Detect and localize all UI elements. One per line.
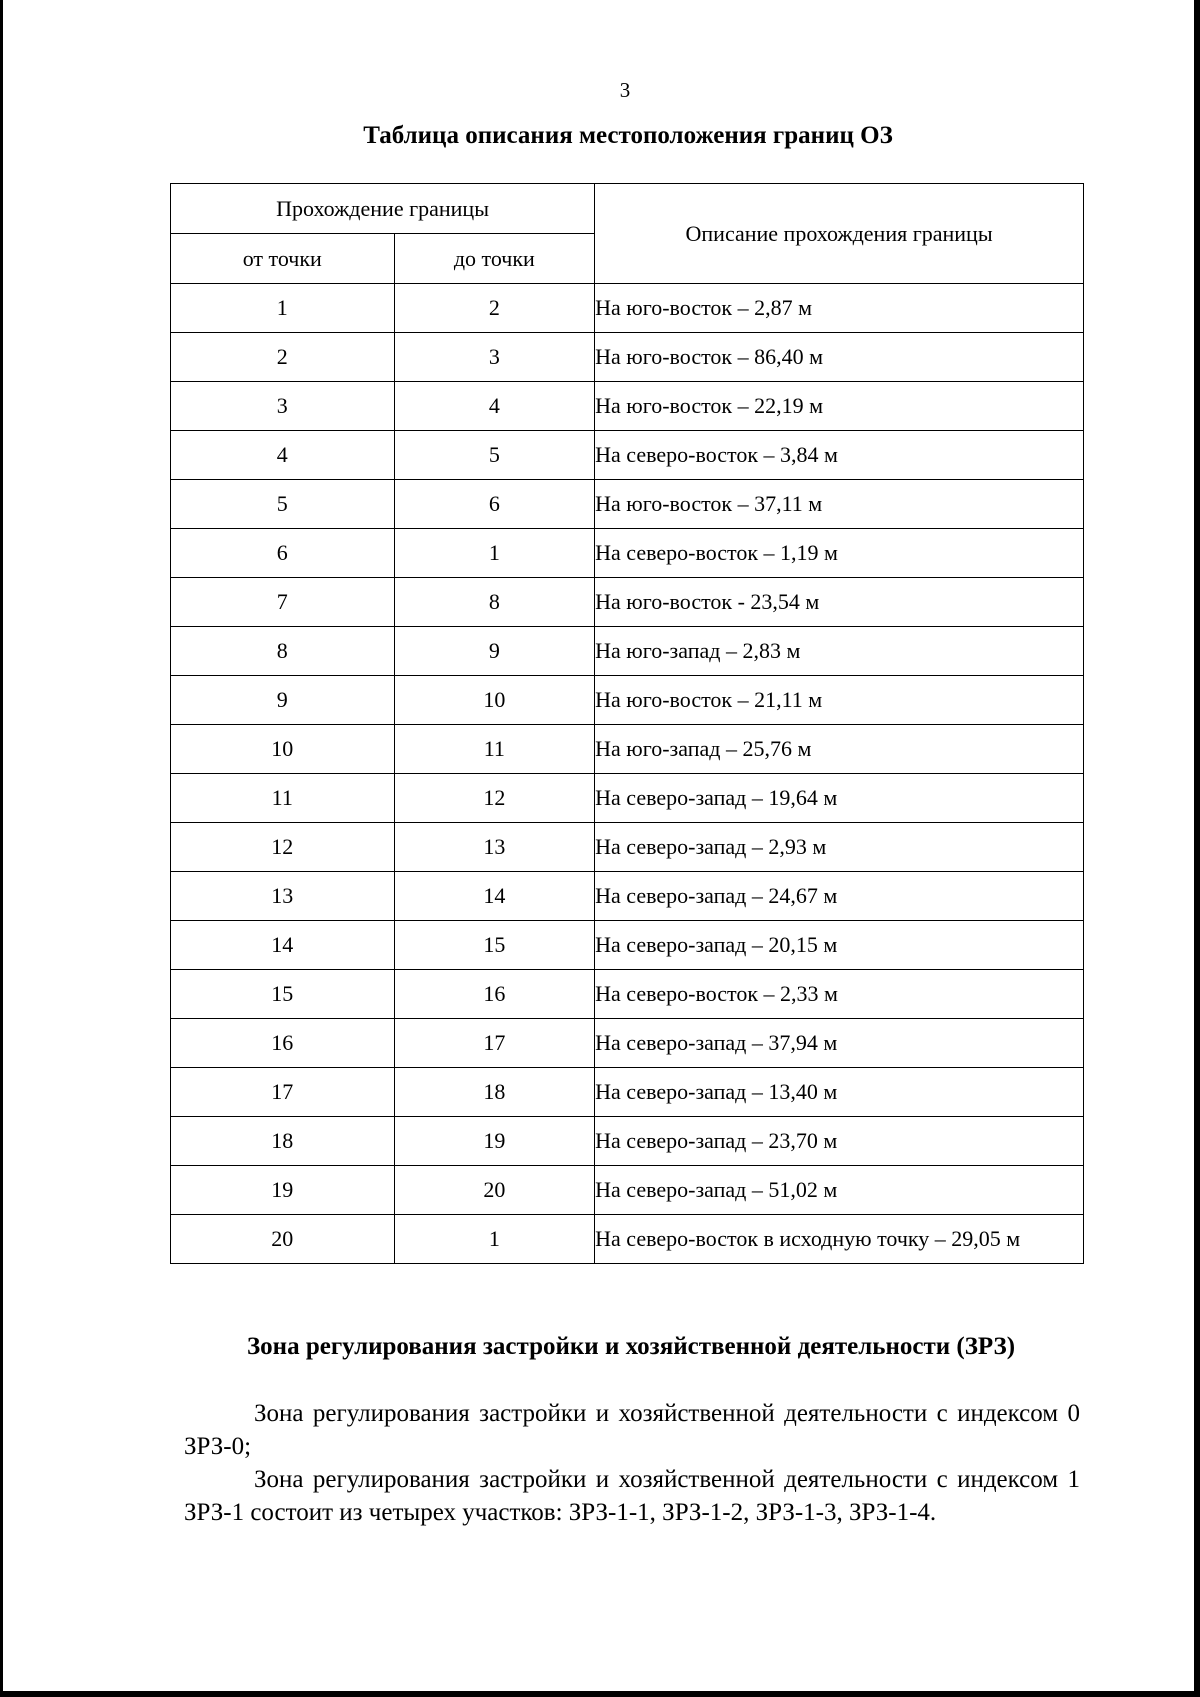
description-cell: На юго-восток – 2,87 м	[595, 284, 1084, 333]
from-point-cell: 18	[171, 1117, 395, 1166]
from-point-cell: 19	[171, 1166, 395, 1215]
to-point-cell: 13	[394, 823, 595, 872]
table-header	[171, 184, 1084, 284]
description-cell: На северо-восток – 3,84 м	[595, 431, 1084, 480]
table-title: Таблица описания местоположения границ ОЗ	[363, 122, 893, 149]
from-point-cell: 16	[171, 1019, 395, 1068]
zrz-paragraph-1: Зона регулирования застройки и хозяйственной деятельности с индексом 0 ЗРЗ-0;	[184, 1400, 1080, 1460]
table-row	[171, 823, 1084, 872]
description-cell: На юго-восток – 86,40 м	[595, 333, 1084, 382]
description-cell: На северо-запад – 20,15 м	[595, 921, 1084, 970]
group-header: Прохождение границы	[171, 184, 595, 234]
description-cell: На северо-восток – 2,33 м	[595, 970, 1084, 1019]
description-cell: На юго-восток – 37,11 м	[595, 480, 1084, 529]
to-point-cell: 12	[394, 774, 595, 823]
from-point-cell: 8	[171, 627, 395, 676]
description-cell: На северо-запад – 51,02 м	[595, 1166, 1084, 1215]
to-point-cell: 2	[394, 284, 595, 333]
boundary-table	[170, 183, 1084, 1264]
description-cell: На северо-восток – 1,19 м	[595, 529, 1084, 578]
scan-border-right	[1194, 0, 1200, 1697]
from-point-cell: 3	[171, 382, 395, 431]
table-row	[171, 676, 1084, 725]
table-row	[171, 529, 1084, 578]
from-point-cell: 2	[171, 333, 395, 382]
to-point-cell: 5	[394, 431, 595, 480]
from-point-cell: 4	[171, 431, 395, 480]
description-cell: На северо-восток в исходную точку – 29,05 м	[595, 1215, 1084, 1264]
table-row	[171, 1068, 1084, 1117]
description-cell: На юго-запад – 25,76 м	[595, 725, 1084, 774]
description-cell: На северо-запад – 2,93 м	[595, 823, 1084, 872]
from-point-header: от точки	[171, 234, 395, 284]
table-row	[171, 1117, 1084, 1166]
from-point-cell: 9	[171, 676, 395, 725]
from-point-cell: 14	[171, 921, 395, 970]
description-cell: На северо-запад – 19,64 м	[595, 774, 1084, 823]
description-cell: На северо-запад – 24,67 м	[595, 872, 1084, 921]
zrz-heading: Зона регулирования застройки и хозяйственной деятельности (ЗРЗ)	[246, 1333, 1016, 1360]
to-point-cell: 19	[394, 1117, 595, 1166]
scan-border-bottom	[0, 1691, 1200, 1697]
to-point-cell: 16	[394, 970, 595, 1019]
table-body	[171, 284, 1084, 1264]
table-row	[171, 627, 1084, 676]
to-point-cell: 4	[394, 382, 595, 431]
table-row	[171, 872, 1084, 921]
to-point-cell: 9	[394, 627, 595, 676]
table-row	[171, 382, 1084, 431]
to-point-cell: 8	[394, 578, 595, 627]
to-point-cell: 1	[394, 1215, 595, 1264]
table-row	[171, 1166, 1084, 1215]
from-point-cell: 20	[171, 1215, 395, 1264]
description-cell: На юго-запад – 2,83 м	[595, 627, 1084, 676]
description-cell: На юго-восток – 22,19 м	[595, 382, 1084, 431]
table-row	[171, 284, 1084, 333]
from-point-cell: 11	[171, 774, 395, 823]
to-point-cell: 1	[394, 529, 595, 578]
from-point-cell: 13	[171, 872, 395, 921]
from-point-cell: 10	[171, 725, 395, 774]
description-cell: На юго-восток – 21,11 м	[595, 676, 1084, 725]
description-cell: На северо-запад – 37,94 м	[595, 1019, 1084, 1068]
table-row	[171, 480, 1084, 529]
to-point-cell: 15	[394, 921, 595, 970]
description-header: Описание прохождения границы	[595, 184, 1084, 284]
to-point-cell: 11	[394, 725, 595, 774]
from-point-cell: 17	[171, 1068, 395, 1117]
from-point-cell: 7	[171, 578, 395, 627]
table-row	[171, 970, 1084, 1019]
to-point-cell: 18	[394, 1068, 595, 1117]
to-point-header: до точки	[394, 234, 595, 284]
from-point-cell: 15	[171, 970, 395, 1019]
page-number: 3	[619, 78, 631, 102]
table-row	[171, 578, 1084, 627]
from-point-cell: 12	[171, 823, 395, 872]
table-row	[171, 431, 1084, 480]
description-cell: На северо-запад – 23,70 м	[595, 1117, 1084, 1166]
table-row	[171, 1215, 1084, 1264]
to-point-cell: 6	[394, 480, 595, 529]
table-row	[171, 333, 1084, 382]
description-cell: На юго-восток - 23,54 м	[595, 578, 1084, 627]
to-point-cell: 20	[394, 1166, 595, 1215]
zrz-paragraph-2: Зона регулирования застройки и хозяйственной деятельности с индексом 1 ЗРЗ-1 состоит из четырех участков: ЗРЗ-1-1, ЗРЗ-1-2, ЗРЗ-1-3, ЗРЗ-1-4.	[184, 1466, 1080, 1526]
description-cell: На северо-запад – 13,40 м	[595, 1068, 1084, 1117]
from-point-cell: 1	[171, 284, 395, 333]
to-point-cell: 3	[394, 333, 595, 382]
scan-border-left	[0, 0, 3, 1697]
from-point-cell: 6	[171, 529, 395, 578]
table-row	[171, 1019, 1084, 1068]
from-point-cell: 5	[171, 480, 395, 529]
to-point-cell: 14	[394, 872, 595, 921]
to-point-cell: 10	[394, 676, 595, 725]
table-row	[171, 725, 1084, 774]
to-point-cell: 17	[394, 1019, 595, 1068]
table-row	[171, 921, 1084, 970]
table-row	[171, 774, 1084, 823]
